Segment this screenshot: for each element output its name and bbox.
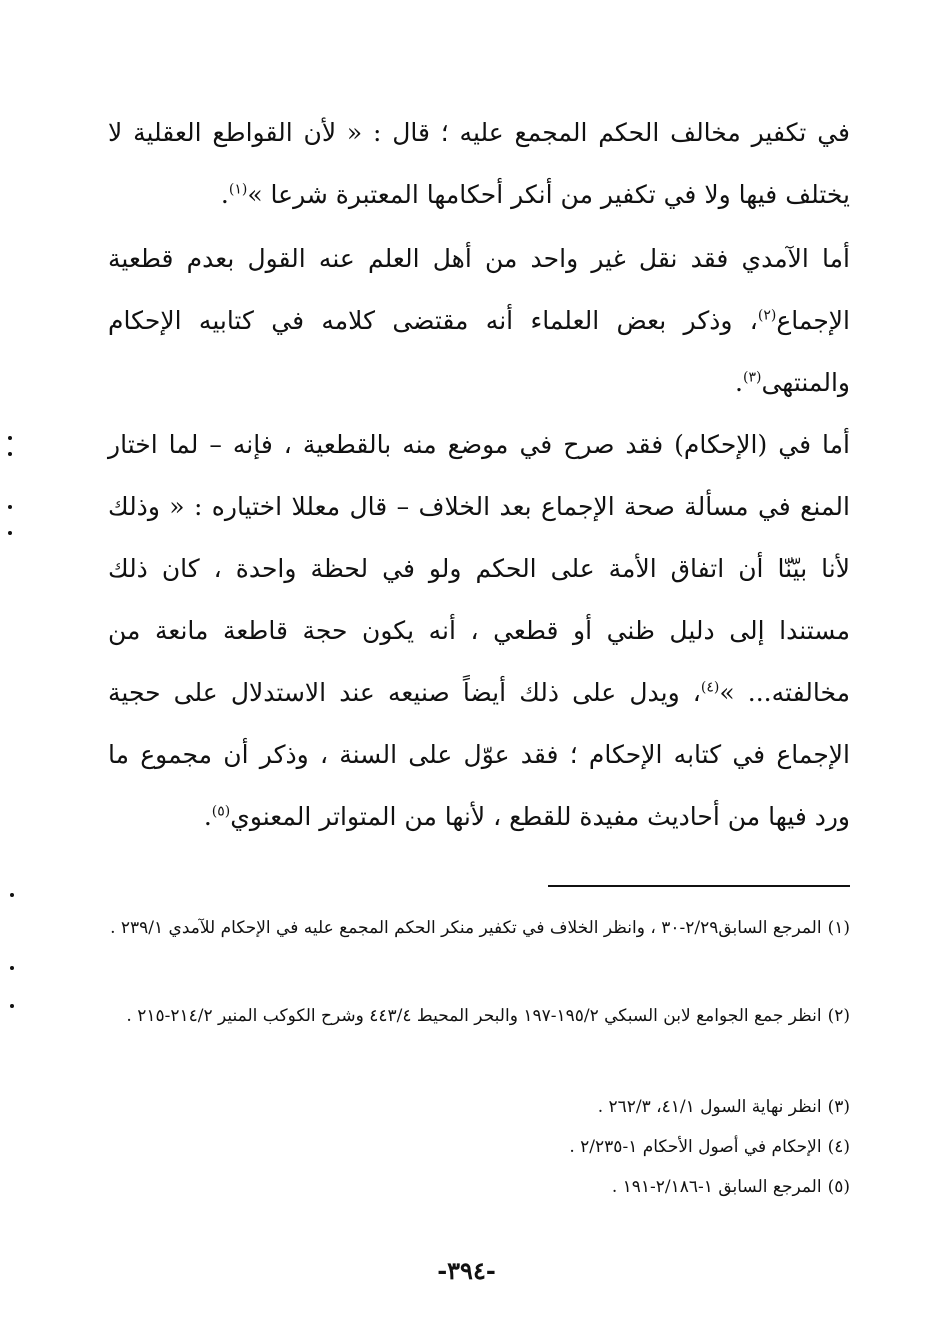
footnote-ref-5[interactable]: (٥) [211, 803, 231, 820]
scan-speck [8, 436, 12, 440]
page-number: -٣٩٤- [437, 1256, 496, 1285]
scan-speck [8, 531, 12, 535]
footnote-ref-4[interactable]: (٤) [700, 679, 720, 696]
scan-speck [10, 1004, 14, 1008]
footnote-separator [548, 885, 850, 887]
scan-speck [8, 505, 12, 509]
paragraph-2-text: أما الآمدي فقد نقل غير واحد من أهل العلم عنه القول بعدم قطعية الإجماع [108, 244, 850, 335]
paragraph-2-end: . [735, 368, 743, 397]
paragraph-3-text: أما في (الإحكام) فقد صرح في موضع منه بالقطعية ، فإنه – لما اختار المنع في مسألة صحة الإجماع بعد الخلاف – قال معللا اختياره : « وذلك لأنا بيّنّا أن اتفاق الأمة على الحكم ولو في لحظة واحدة ، كان ذلك مستندا إلى دليل ظني أو قطعي ، أنه يكون حجة قاطعة مانعة من مخالفته... » [108, 430, 850, 707]
footnote-1-number: (١) [827, 918, 850, 938]
footnote-1 [108, 908, 850, 948]
paragraph-2 [108, 228, 850, 414]
paragraph-1 [108, 102, 850, 226]
paragraph-1-end: . [220, 180, 229, 209]
footnote-4-text: الإحكام في أصول الأحكام ١-٢/٢٣٥ . [569, 1137, 822, 1157]
footnote-2 [108, 996, 850, 1036]
footnote-5-text: المرجع السابق ١-٢/١٨٦-١٩١ . [611, 1177, 822, 1197]
footnote-2-number: (٢) [827, 1006, 850, 1026]
footnote-4-number: (٤) [827, 1137, 850, 1157]
scan-speck [10, 893, 14, 897]
paragraph-1-text: في تكفير مخالف الحكم المجمع عليه ؛ قال : « لأن القواطع العقلية لا يختلف فيها ولا في تكفير من أنكر أحكامها المعتبرة شرعا » [108, 118, 850, 209]
footnote-3-text: انظر نهاية السول ٤١/١، ٢٦٢/٣ . [597, 1097, 822, 1117]
footnote-ref-1[interactable]: (١) [228, 181, 248, 198]
footnote-2-text: انظر جمع الجوامع لابن السبكي ١٩٥/٢-١٩٧ والبحر المحيط ٤٤٣/٤ وشرح الكوكب المنير ٢١٤/٢-٢١٥ . [126, 1006, 822, 1026]
scan-speck [8, 452, 12, 456]
footnote-1-text: المرجع السابق٢/٢٩-٣٠ ، وانظر الخلاف في تكفير منكر الحكم المجمع عليه في الإحكام للآمدي ٢٣٩/١ . [110, 918, 822, 938]
scan-speck [10, 966, 14, 970]
paragraph-2-text-continued: ، وذكر بعض العلماء أنه مقتضى كلامه في كتابيه الإحكام والمنتهى [108, 306, 850, 397]
footnote-5 [108, 1167, 850, 1207]
paragraph-3-end: . [203, 802, 212, 831]
footnote-5-number: (٥) [827, 1177, 850, 1197]
footnote-ref-3[interactable]: (٣) [742, 369, 762, 386]
paragraph-3-text-continued: ، ويدل على ذلك أيضاً صنيعه عند الاستدلال على حجية الإجماع في كتابه الإحكام ؛ فقد عوّل على السنة ، وذكر أن مجموع ما ورد فيها من أحاديث مفيدة للقطع ، لأنها من المتواتر المعنوي [108, 678, 850, 831]
footnote-3 [108, 1087, 850, 1127]
footnote-ref-2[interactable]: (٢) [757, 307, 777, 324]
footnote-4 [108, 1127, 850, 1167]
paragraph-3 [108, 414, 850, 848]
footnote-3-number: (٣) [827, 1097, 850, 1117]
